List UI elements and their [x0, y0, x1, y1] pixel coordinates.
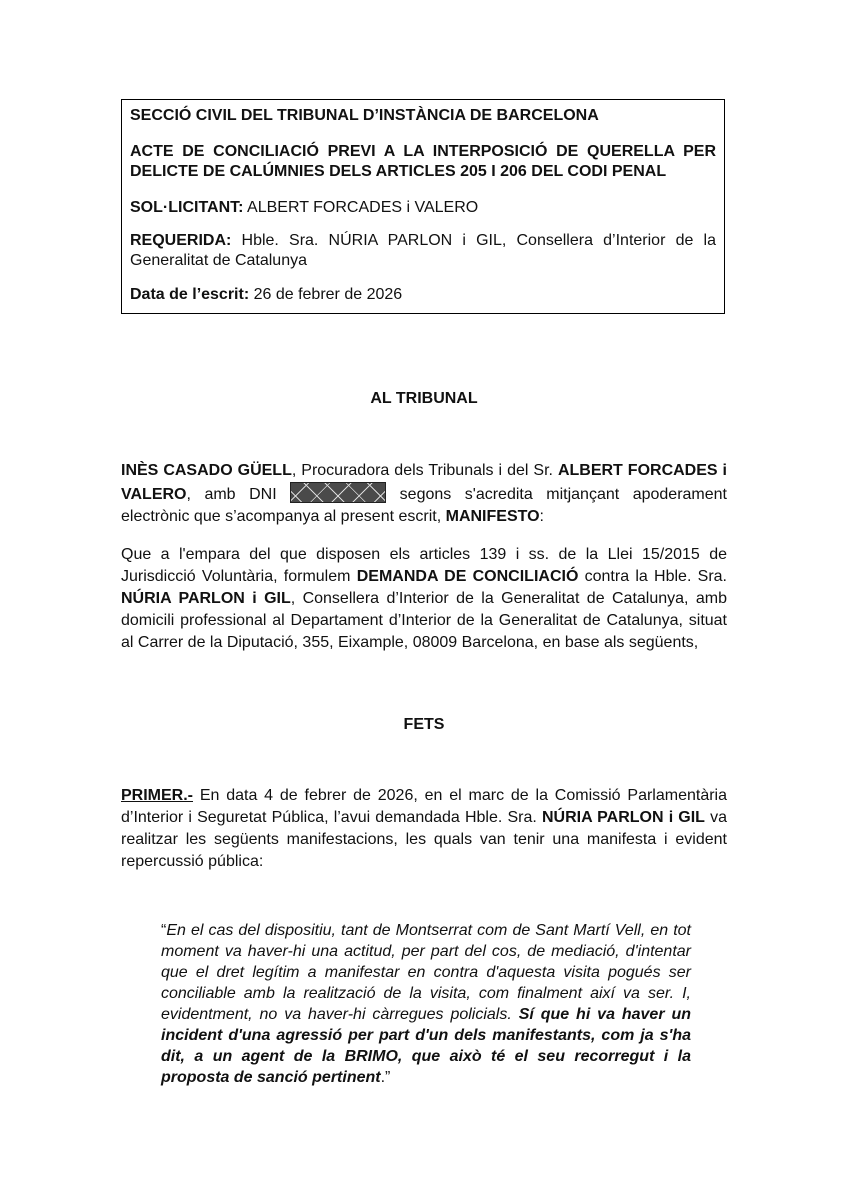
respondent-label: REQUERIDA: [130, 232, 232, 249]
first-fact-text-1: En data 4 de febrer de 2026, en el marc de la Comissió Parlamentària d’Interior i Seguretat Pública, l’avui demandada Hble. Sra. [121, 787, 727, 826]
first-fact-label: PRIMER.- [121, 787, 193, 804]
applicant-label: SOL·LICITANT: [130, 199, 244, 216]
attorney-name: INÈS CASADO GÜELL [121, 462, 292, 479]
quote-close-mark: .” [380, 1069, 391, 1086]
respondent-line [130, 231, 716, 271]
respondent-value: Hble. Sra. NÚRIA PARLON i GIL, Consellera d’Interior de la Generalitat de Catalunya [130, 232, 716, 269]
facts-heading: FETS [403, 716, 445, 733]
client-name: ALBERT FORCADES i VALERO [121, 462, 727, 503]
first-fact-respondent-name: NÚRIA PARLON i GIL [541, 809, 705, 826]
first-fact-text-2: va realitzar les següents manifestacions, les quals van tenir una manifesta i evident repercussió pública: [121, 809, 728, 870]
demand-label: DEMANDA DE CONCILIACIÓ [356, 568, 579, 585]
demand-paragraph [121, 544, 727, 654]
date-value: 26 de febrer de 2026 [249, 286, 403, 303]
quote-bold-text: Sí que hi va haver un incident d'una agressió per part d'un dels manifestants, com ja s'ha dit, a un agent de la BRIMO, que això té el seu recorregut i la proposta de sanció pertinent [161, 1006, 692, 1086]
manifesto-word: MANIFESTO [445, 508, 540, 525]
first-fact-paragraph [121, 785, 727, 873]
applicant-value: ALBERT FORCADES i VALERO [243, 199, 479, 216]
quote-open-mark: “ [161, 922, 167, 939]
demand-text-2: contra la Hble. Sra. [578, 568, 727, 585]
intro-text-2: , amb DNI [186, 486, 291, 503]
date-label: Data de l’escrit: [130, 286, 250, 303]
act-title: ACTE DE CONCILIACIÓ PREVI A LA INTERPOSICIÓ DE QUERELLA PER DELICTE DE CALÚMNIES DELS ARTICLES 205 I 206 DEL CODI PENAL [130, 143, 716, 180]
demand-text-1: Que a l'empara del que disposen els articles 139 i ss. de la Llei 15/2015 de Jurisdicció Voluntària, formulem [121, 546, 727, 585]
intro-text-3: segons s'acredita mitjançant apoderament electrònic que s’acompanya al present escrit, [121, 486, 727, 525]
applicant-line [130, 198, 716, 218]
quoted-statement [161, 920, 691, 1088]
case-header-box [121, 99, 725, 314]
demand-respondent-name: NÚRIA PARLON i GIL [121, 590, 291, 607]
intro-paragraph [121, 460, 727, 528]
intro-text-4: : [539, 508, 544, 525]
to-court-heading: AL TRIBUNAL [370, 390, 478, 407]
document-date-line [130, 285, 716, 305]
intro-text-1: , Procuradora dels Tribunals i del Sr. [291, 462, 558, 479]
redacted-id-number [290, 482, 386, 503]
court-name: SECCIÓ CIVIL DEL TRIBUNAL D’INSTÀNCIA DE BARCELONA [130, 107, 599, 124]
quote-regular-text: En el cas del dispositiu, tant de Montserrat com de Sant Martí Vell, en tot moment va haver-hi una actitud, per part del cos, de mediació, d'intentar que el dret legítim a manifestar en contra d'aquesta visita pogués ser conciliable amb la realització de la visita, com finalment així va ser. I, evidentment, no va haver-hi càrregues policials. [161, 922, 691, 1023]
demand-text-3: , Consellera d’Interior de la Generalitat de Catalunya, amb domicili professional al Departament d’Interior de la Generalitat de Catalunya, situat al Carrer de la Diputació, 355, Eixample, 08009 Barcelona, en base als següents, [121, 590, 727, 651]
